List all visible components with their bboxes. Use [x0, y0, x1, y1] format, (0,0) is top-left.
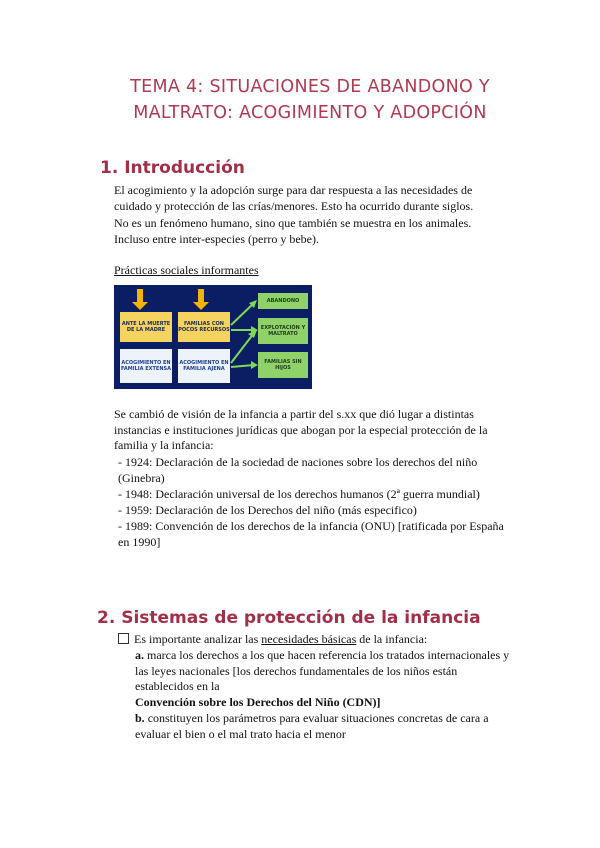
necesidades-basicas-text: necesidades básicas	[261, 632, 357, 646]
document-title	[60, 74, 560, 126]
bullet-post-text: de la infancia:	[356, 632, 428, 646]
practicas-subheading: Prácticas sociales informantes	[114, 263, 259, 277]
list-item-1924: - 1924: Declaración de la sociedad de naciones sobre los derechos del niño (Ginebra)	[118, 455, 478, 485]
list-item-1948: - 1948: Declaración universal de los derechos humanos (2ª guerra mundial)	[118, 487, 480, 501]
item-b-text: constituyen los parámetros para evaluar situaciones concretas de cara a evaluar el bien o el mal trato hacia el menor	[135, 711, 489, 741]
section-1-heading: 1. Introducción	[100, 158, 245, 178]
intro-paragraph-1: El acogimiento y la adopción surge para dar respuesta a las necesidades de cuidado y protección de las crías/menores. Esto ha ocurrido durante siglos.	[114, 183, 474, 213]
list-item-1959: - 1959: Declaración de los Derechos del niño (más especifico)	[118, 503, 417, 517]
connector-arrows	[114, 285, 312, 389]
item-b	[135, 711, 515, 742]
practicas-diagram	[114, 285, 312, 389]
item-a-text: marca los derechos a los que hacen referencia los tratados internacionales y las leyes nacionales [los derechos fundamentales de los niños están establecidos en la	[135, 648, 510, 693]
intro-paragraph-2: No es un fenómeno humano, sino que también se muestra en los animales. Incluso entre inter-especies (perro y bebe).	[114, 216, 472, 246]
box-explotacion: EXPLOTACIÓN Y MALTRATO	[258, 318, 308, 344]
item-b-label: b.	[135, 711, 145, 725]
item-a	[135, 648, 515, 695]
box-abandono: ABANDONO	[258, 293, 308, 309]
section-2-heading: 2. Sistemas de protección de la infancia	[97, 608, 481, 628]
vision-paragraph: Se cambió de visión de la infancia a partir del s.xx que dió lugar a distintas instancias e instituciones jurídicas que abogan por la especial protección de la familia y la infancia:	[114, 407, 488, 452]
bullet-pre-text: Es importante analizar las	[134, 632, 262, 646]
box-pocos-recursos: FAMILIAS CON POCOS RECURSOS	[178, 312, 230, 342]
box-familia-extensa: ACOGIMIENTO EN FAMILIA EXTENSA	[120, 349, 172, 383]
title-line-1: TEMA 4: SITUACIONES DE ABANDONO Y	[130, 77, 490, 97]
box-familia-ajena: ACOGIMIENTO EN FAMILIA AJENA	[178, 349, 230, 383]
box-muerte-madre: ANTE LA MUERTE DE LA MADRE	[120, 312, 172, 342]
checkbox-icon	[118, 633, 129, 644]
list-item-1989: - 1989: Convención de los derechos de la infancia (ONU) [ratificada por España en 1990]	[118, 519, 504, 549]
cdn-text: Convención sobre los Derechos del Niño (CDN)]	[135, 695, 381, 709]
item-a-label: a.	[135, 648, 144, 662]
bullet-necesidades	[118, 632, 518, 648]
title-line-2: MALTRATO: ACOGIMIENTO Y ADOPCIÓN	[133, 103, 487, 123]
box-familias-sin-hijos: FAMILIAS SIN HIJOS	[258, 352, 308, 378]
